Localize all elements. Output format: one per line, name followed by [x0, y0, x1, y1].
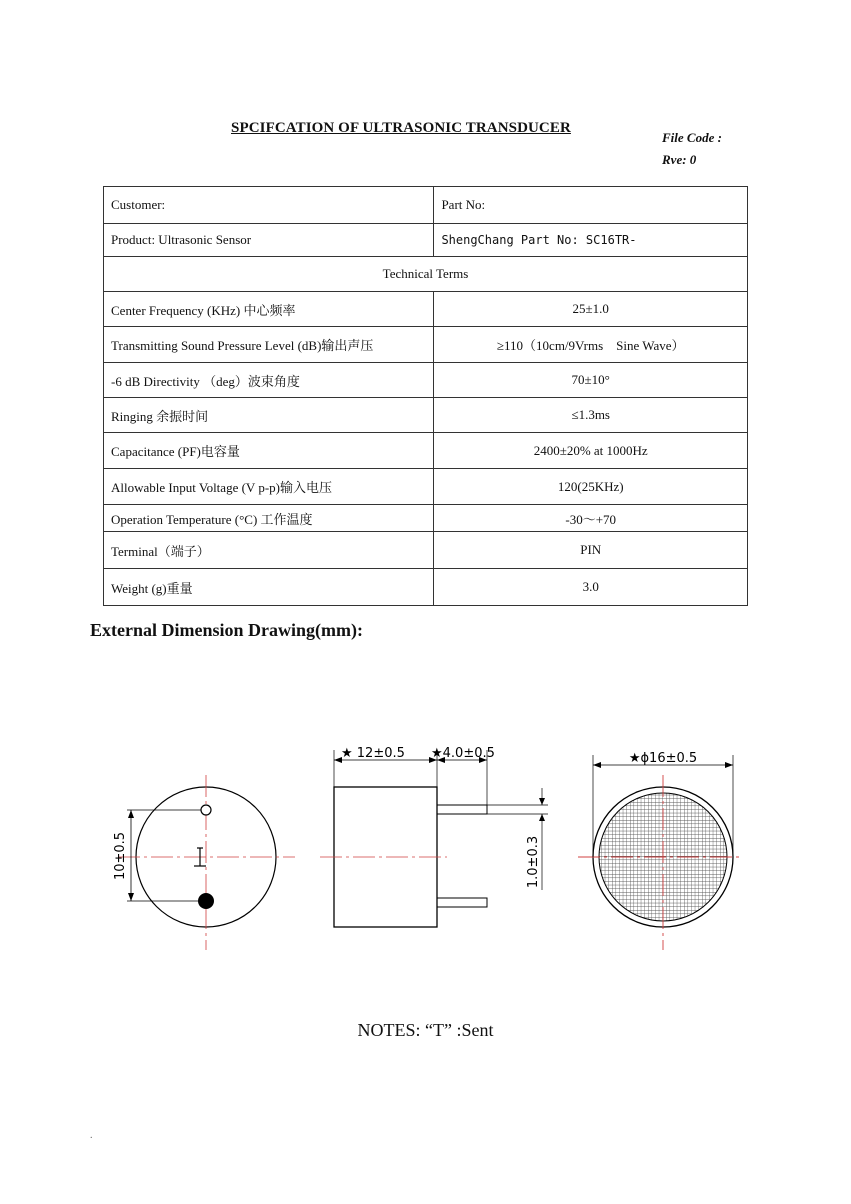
table-row	[104, 398, 748, 433]
part-no-cell: Part No:	[434, 187, 748, 224]
front-view	[578, 751, 740, 950]
sc-part-no-cell: ShengChang Part No: SC16TR-	[434, 224, 748, 257]
spec-label: Transmitting Sound Pressure Level (dB)输出声压	[104, 327, 434, 363]
table-row	[104, 532, 748, 569]
bottom-view	[113, 775, 295, 950]
customer-cell: Customer:	[104, 187, 434, 224]
spec-value: -30～+70	[434, 505, 748, 532]
table-row	[104, 257, 748, 292]
dim-diameter: ★ϕ16±0.5	[628, 751, 698, 766]
spec-value: 25±1.0	[434, 292, 748, 327]
spec-label: Allowable Input Voltage (V p-p)输入电压	[104, 469, 434, 505]
spec-label: Terminal（端子）	[104, 532, 434, 569]
spec-value: 2400±20% at 1000Hz	[434, 433, 748, 469]
dim-body-length: ★ 12±0.5	[341, 746, 405, 761]
table-row	[104, 292, 748, 327]
table-row	[104, 505, 748, 532]
spec-label: Weight (g)重量	[104, 569, 434, 606]
section-title: External Dimension Drawing(mm):	[90, 620, 363, 640]
dim-pin-dia: 1.0±0.3	[526, 835, 541, 889]
spec-value: PIN	[434, 532, 748, 569]
spec-label: Center Frequency (KHz) 中心频率	[104, 292, 434, 327]
dim-pin-spacing: 10±0.5	[113, 831, 128, 881]
table-row	[104, 224, 748, 257]
spec-value: 120(25KHz)	[434, 469, 748, 505]
table-row	[104, 327, 748, 363]
doc-title: SPCIFCATION OF ULTRASONIC TRANSDUCER	[231, 120, 571, 136]
dim-pin-length: ★4.0±0.5	[431, 746, 495, 761]
table-row	[104, 569, 748, 606]
revision: Rve: 0	[662, 152, 697, 167]
spec-label: Ringing 余振时间	[104, 398, 434, 433]
side-view	[320, 746, 548, 927]
spec-label: Capacitance (PF)电容量	[104, 433, 434, 469]
pin-hole-icon	[201, 805, 211, 815]
table-row	[104, 469, 748, 505]
spec-value: 70±10°	[434, 363, 748, 398]
spec-value: ≥110（10cm/9Vrms Sine Wave）	[434, 327, 748, 363]
spec-value: ≤1.3ms	[434, 398, 748, 433]
file-code: File Code :	[662, 130, 722, 145]
table-row	[104, 363, 748, 398]
table-row	[104, 187, 748, 224]
spec-label: -6 dB Directivity （deg）波束角度	[104, 363, 434, 398]
spec-value: 3.0	[434, 569, 748, 606]
spec-table	[103, 186, 748, 606]
table-row	[104, 433, 748, 469]
product-cell: Product: Ultrasonic Sensor	[104, 224, 434, 257]
notes: NOTES: “T” :Sent	[357, 1020, 494, 1040]
technical-terms-heading: Technical Terms	[104, 257, 748, 292]
spec-label: Operation Temperature (°C) 工作温度	[104, 505, 434, 532]
footer-mark: .	[90, 1130, 93, 1141]
pin-solid-icon	[198, 893, 214, 909]
dimension-drawing	[0, 730, 851, 980]
